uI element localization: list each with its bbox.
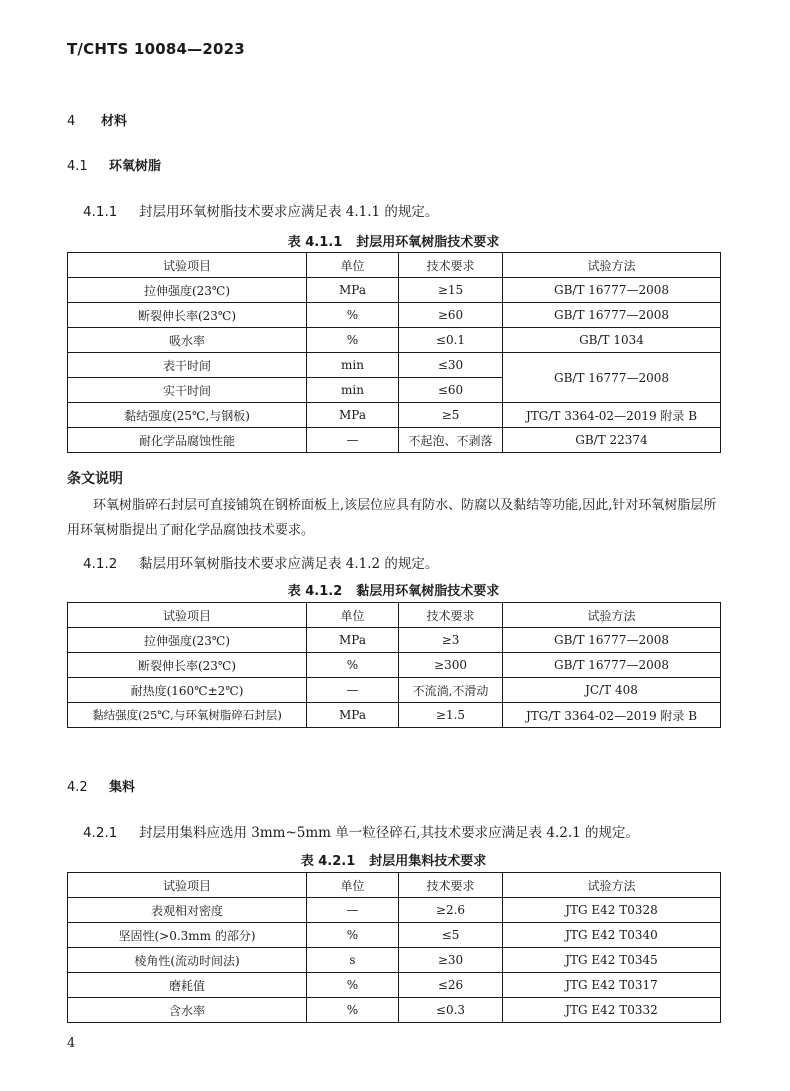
document-code: T/CHTS 10084—2023	[67, 40, 245, 58]
clause-text: 封层用集料应选用 3mm~5mm 单一粒径碎石,其技术要求应满足表 4.2.1 的规定。	[139, 825, 640, 841]
header-cell: 单位	[307, 603, 399, 628]
table-cell: GB/T 16777—2008	[503, 653, 721, 678]
table-cell: 吸水率	[68, 328, 307, 353]
note-title: 条文说明	[67, 471, 123, 487]
table-cell: ≥300	[399, 653, 503, 678]
table-cell: 棱角性(流动时间法)	[68, 948, 307, 973]
table-cell: JTG E42 T0317	[503, 973, 721, 998]
table-number: 表 4.1.1	[287, 235, 343, 250]
table-caption-4-2-1	[67, 850, 720, 869]
table-4-1-1	[67, 252, 721, 453]
table-cell: JC/T 408	[503, 678, 721, 703]
table-cell-merged: GB/T 16777—2008	[503, 353, 721, 403]
table-cell: ≤30	[399, 353, 503, 378]
table-4-1-2	[67, 602, 721, 728]
table-cell: 实干时间	[68, 378, 307, 403]
table-cell: %	[307, 998, 399, 1023]
header-cell: 试验项目	[68, 253, 307, 278]
table-cell: 黏结强度(25℃,与环氧树脂碎石封层)	[68, 703, 307, 728]
table-cell: %	[307, 923, 399, 948]
table-cell: 黏结强度(25℃,与钢板)	[68, 403, 307, 428]
clause-text: 封层用环氧树脂技术要求应满足表 4.1.1 的规定。	[139, 204, 439, 220]
clause-4-1-2	[83, 552, 438, 572]
table-row	[68, 973, 721, 998]
section-number: 4.1	[67, 159, 88, 174]
table-cell: 耐化学品腐蚀性能	[68, 428, 307, 453]
table-cell: 磨耗值	[68, 973, 307, 998]
table-cell: ≥60	[399, 303, 503, 328]
table-cell: JTG E42 T0332	[503, 998, 721, 1023]
table-header-row	[68, 603, 721, 628]
table-4-2-1	[67, 872, 721, 1023]
table-cell: ≥1.5	[399, 703, 503, 728]
table-cell: min	[307, 378, 399, 403]
table-header-row	[68, 873, 721, 898]
table-cell: 表观相对密度	[68, 898, 307, 923]
table-cell: s	[307, 948, 399, 973]
table-row	[68, 303, 721, 328]
table-row	[68, 353, 721, 378]
header-cell: 单位	[307, 873, 399, 898]
table-cell: 断裂伸长率(23℃)	[68, 303, 307, 328]
table-row	[68, 898, 721, 923]
table-title: 封层用环氧树脂技术要求	[356, 235, 500, 250]
table-cell: GB/T 16777—2008	[503, 278, 721, 303]
table-cell: 表干时间	[68, 353, 307, 378]
table-cell: ≤60	[399, 378, 503, 403]
clause-text: 黏层用环氧树脂技术要求应满足表 4.1.2 的规定。	[139, 556, 439, 572]
header-cell: 试验项目	[68, 603, 307, 628]
table-cell: GB/T 16777—2008	[503, 628, 721, 653]
table-cell: 耐热度(160℃±2℃)	[68, 678, 307, 703]
header-cell: 技术要求	[399, 603, 503, 628]
table-cell: %	[307, 973, 399, 998]
table-title: 封层用集料技术要求	[369, 854, 487, 869]
table-row	[68, 948, 721, 973]
table-row	[68, 678, 721, 703]
header-cell: 试验方法	[503, 253, 721, 278]
header-cell: 技术要求	[399, 873, 503, 898]
table-row	[68, 998, 721, 1023]
page-number: 4	[67, 1036, 76, 1051]
table-cell: %	[307, 653, 399, 678]
table-cell: MPa	[307, 403, 399, 428]
section-heading-4-2	[67, 776, 135, 795]
header-cell: 试验项目	[68, 873, 307, 898]
table-row	[68, 923, 721, 948]
table-cell: GB/T 1034	[503, 328, 721, 353]
section-title: 集料	[109, 780, 136, 795]
table-cell: min	[307, 353, 399, 378]
table-cell: ≤0.1	[399, 328, 503, 353]
table-row	[68, 428, 721, 453]
table-cell: JTG E42 T0328	[503, 898, 721, 923]
table-cell: %	[307, 303, 399, 328]
table-cell: ≤0.3	[399, 998, 503, 1023]
table-cell: MPa	[307, 278, 399, 303]
table-cell: ≥15	[399, 278, 503, 303]
clause-number: 4.1.2	[83, 556, 118, 572]
section-heading-4-1	[67, 155, 161, 174]
table-cell: 拉伸强度(23℃)	[68, 628, 307, 653]
header-cell: 技术要求	[399, 253, 503, 278]
table-cell: ≥3	[399, 628, 503, 653]
header-cell: 单位	[307, 253, 399, 278]
table-cell: JTG/T 3364-02—2019 附录 B	[503, 703, 721, 728]
table-cell: MPa	[307, 703, 399, 728]
table-title: 黏层用环氧树脂技术要求	[356, 584, 500, 599]
table-caption-4-1-2	[67, 580, 720, 599]
table-cell: GB/T 22374	[503, 428, 721, 453]
clause-number: 4.2.1	[83, 825, 118, 841]
table-number: 表 4.1.2	[287, 584, 343, 599]
table-cell: 不流淌,不滑动	[399, 678, 503, 703]
header-cell: 试验方法	[503, 873, 721, 898]
table-row	[68, 653, 721, 678]
table-cell: %	[307, 328, 399, 353]
table-cell: 不起泡、不剥落	[399, 428, 503, 453]
section-heading-4	[67, 110, 127, 129]
table-cell: 拉伸强度(23℃)	[68, 278, 307, 303]
table-caption-4-1-1	[67, 231, 720, 250]
section-number: 4	[67, 114, 76, 129]
table-cell: ≥2.6	[399, 898, 503, 923]
note-body: 环氧树脂碎石封层可直接铺筑在钢桥面板上,该层位应具有防水、防腐以及黏结等功能,因此,针对环氧树脂层所用环氧树脂提出了耐化学品腐蚀技术要求。	[67, 498, 717, 538]
table-number: 表 4.2.1	[300, 854, 356, 869]
table-cell: ≥5	[399, 403, 503, 428]
table-row	[68, 403, 721, 428]
section-title: 材料	[101, 114, 128, 129]
table-cell: 坚固性(>0.3mm 的部分)	[68, 923, 307, 948]
clause-number: 4.1.1	[83, 204, 118, 220]
table-cell: —	[307, 428, 399, 453]
table-cell: JTG E42 T0345	[503, 948, 721, 973]
table-cell: JTG E42 T0340	[503, 923, 721, 948]
table-cell: —	[307, 678, 399, 703]
table-cell: ≤26	[399, 973, 503, 998]
clause-4-2-1	[83, 821, 639, 841]
table-row	[68, 628, 721, 653]
table-cell: ≥30	[399, 948, 503, 973]
table-cell: 断裂伸长率(23℃)	[68, 653, 307, 678]
table-cell: MPa	[307, 628, 399, 653]
table-cell: ≤5	[399, 923, 503, 948]
clause-4-1-1	[83, 200, 438, 220]
table-cell: GB/T 16777—2008	[503, 303, 721, 328]
table-cell: 含水率	[68, 998, 307, 1023]
table-cell: —	[307, 898, 399, 923]
table-header-row	[68, 253, 721, 278]
table-row	[68, 328, 721, 353]
section-title: 环氧树脂	[109, 159, 162, 174]
table-cell: JTG/T 3364-02—2019 附录 B	[503, 403, 721, 428]
header-cell: 试验方法	[503, 603, 721, 628]
table-row	[68, 703, 721, 728]
table-row	[68, 278, 721, 303]
section-number: 4.2	[67, 780, 88, 795]
